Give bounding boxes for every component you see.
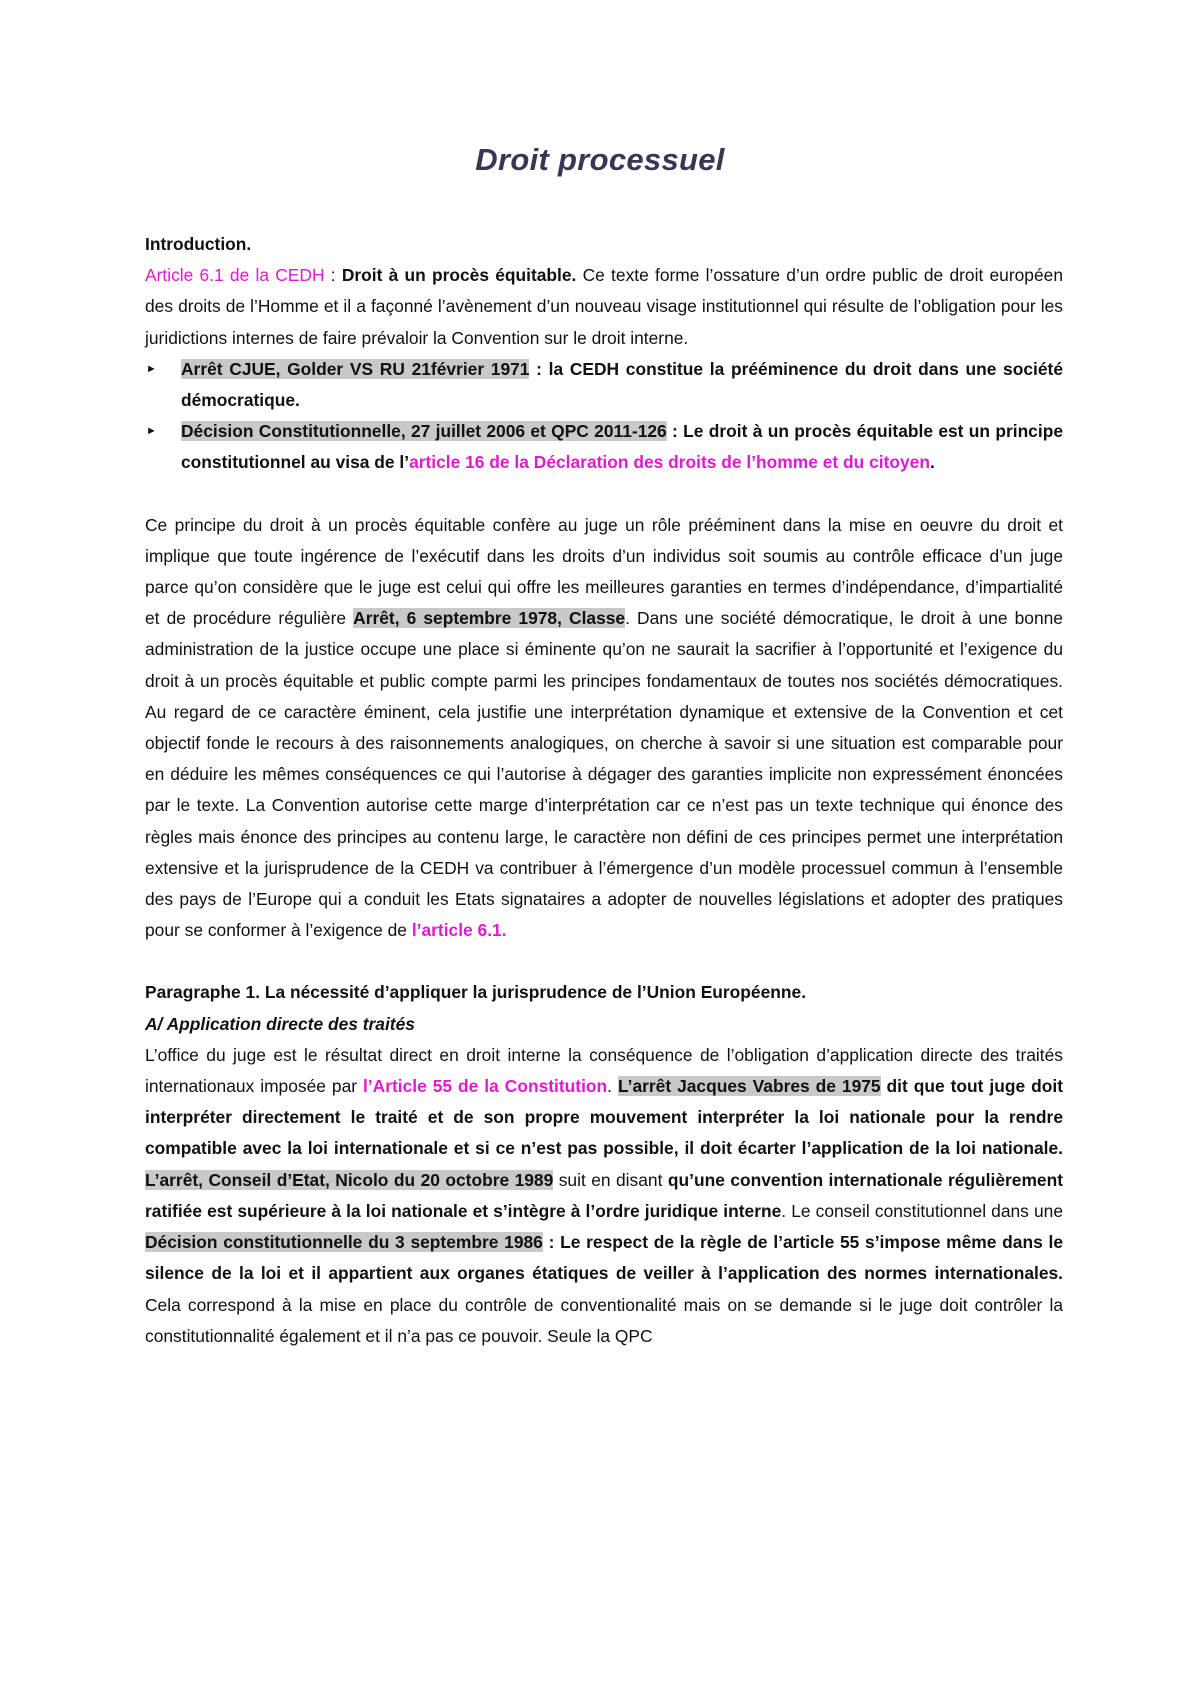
principle-paragraph xyxy=(145,510,1063,947)
article-6-1-end-reference: l’article 6.1. xyxy=(411,920,507,941)
intro-heading: Introduction. xyxy=(145,234,252,254)
intro-bold-title: Droit à un procès équitable. xyxy=(341,265,577,286)
principle-text-2: . Dans une société démocratique, le droit à une bonne administration de la justice occupe une place si éminente qu’on ne saurait la sacrifier à l’opportunité et l’exigence du droit à un procès équitable et public compte parmi les principes fondamentaux de toutes nos sociétés démocratiques. Au regard de ce caractère éminent, cela justifie une interprétation dynamique et extensive de la Convention et cet objectif fonde le recours à des raisonnements analogiques, on cherche à savoir si une situation est comparable pour en déduire les mêmes conséquences ce qui l’autorise à dégager des garanties implicite non expressément énoncées par le texte. La Convention autorise cette marge d’interprétation car ce n’est pas un texte technique qui énonce des règles mais énonce des principes au contenu large, le caractère non défini de ces principes permet une interprétation extensive et la jurisprudence de la CEDH va contribuer à l’émergence d’un modèle processuel commun à l’ensemble des pays de l’Europe qui a conduit les Etats signataires a adopter de nouvelles législations et adopter des pratiques pour se conformer à l’exigence de xyxy=(145,608,1063,941)
list-item xyxy=(145,416,1063,478)
intro-separator: : xyxy=(324,265,342,286)
bullet-1-body: : la CEDH constitue la prééminence du droit dans une société démocratique. xyxy=(181,358,1063,411)
list-item xyxy=(145,354,1063,416)
bullet-2-text xyxy=(181,421,1063,472)
case-law-list xyxy=(145,354,1063,479)
section-text-1: L’office du juge est le résultat direct en droit interne la conséquence de l’obligation d’application directe des traités internationaux imposée par xyxy=(145,1044,1063,1097)
bullet-2-body: : Le droit à un procès équitable est un principe constitutionnel au visa de l’ xyxy=(181,421,1063,473)
intro-text: Ce texte forme l’ossature d’un ordre public de droit européen des droits de l’Homme et il a façonné l’avènement d’un nouveau visage institutionnel qui résulte de l’obligation pour les juridictions internes de faire prévaloir la Convention sur le droit interne. xyxy=(145,265,1063,348)
bullet-2-end: . xyxy=(929,452,935,473)
page-title: Droit processuel xyxy=(475,142,725,177)
highlight-jacques-vabres: L’arrêt Jacques Vabres de 1975 xyxy=(617,1076,881,1097)
document-body xyxy=(145,229,1063,1352)
intro-paragraph xyxy=(145,260,1063,354)
highlight-decision-2006: Décision Constitutionnelle, 27 juillet 2006 et QPC 2011-126 xyxy=(181,421,667,442)
spacer xyxy=(145,479,1063,510)
arrow-bullet-icon: ► xyxy=(146,425,157,438)
section-bold-3: : Le respect de la règle de l’article 55 s’impose même dans le silence de la loi et il appartient aux organes étatiques de veiller à l’application des normes internationales. xyxy=(145,1232,1064,1284)
article-6-1-reference: Article 6.1 de la CEDH xyxy=(145,265,325,286)
arrow-bullet-icon: ► xyxy=(146,362,157,375)
principle-text-1: Ce principe du droit à un procès équitable confère au juge un rôle prééminent dans la mise en oeuvre du droit et implique que toute ingérence de l’exécutif dans les droits d’un individus soit soumis au contrôle efficace d’un juge parce qu’on considère que le juge est celui qui offre les meilleures garanties en termes d’indépendance, d’impartialité et de procédure régulière xyxy=(145,514,1063,629)
section-bold-1: dit que tout juge doit interpréter directement le traité et de son propre mouvement interpréter la loi nationale pour la rendre compatible avec la loi internationale et si ce n’est pas possible, il doit écarter l’application de la loi nationale. xyxy=(145,1076,1063,1159)
highlight-classe: Arrêt, 6 septembre 1978, Classe xyxy=(353,608,626,629)
highlight-decision-1986: Décision constitutionnelle du 3 septembre 1986 xyxy=(145,1232,543,1253)
section-text-6: Cela correspond à la mise en place du contrôle de conventionalité mais on se demande si le juge doit contrôler la constitutionnalité également et il n’a pas ce pouvoir. Seule la QPC xyxy=(145,1294,1063,1346)
section-heading: Paragraphe 1. La nécessité d’appliquer la jurisprudence de l’Union Européenne. xyxy=(145,982,807,1003)
section-text-5: . Le conseil constitutionnel dans une xyxy=(781,1200,1063,1221)
article-55-reference: l’Article 55 de la Constitution xyxy=(363,1076,608,1097)
section-text-2: . xyxy=(607,1076,618,1097)
section-paragraph xyxy=(145,1040,1063,1352)
section-text-4: suit en disant xyxy=(553,1169,668,1190)
highlight-nicolo: L’arrêt, Conseil d’Etat, Nicolo du 20 octobre 1989 xyxy=(145,1169,554,1190)
bullet-1-text xyxy=(181,359,1063,410)
subsection-heading: A/ Application directe des traités xyxy=(145,1013,415,1034)
section-bold-2: qu’une convention internationale régulièrement ratifiée est supérieure à la loi nationale et s’intègre à l’ordre juridique interne xyxy=(145,1169,1063,1221)
spacer xyxy=(145,946,1063,977)
article-16-reference: article 16 de la Déclaration des droits de l’homme et du citoyen xyxy=(409,452,930,473)
highlight-golder: Arrêt CJUE, Golder VS RU 21février 1971 xyxy=(181,358,530,379)
